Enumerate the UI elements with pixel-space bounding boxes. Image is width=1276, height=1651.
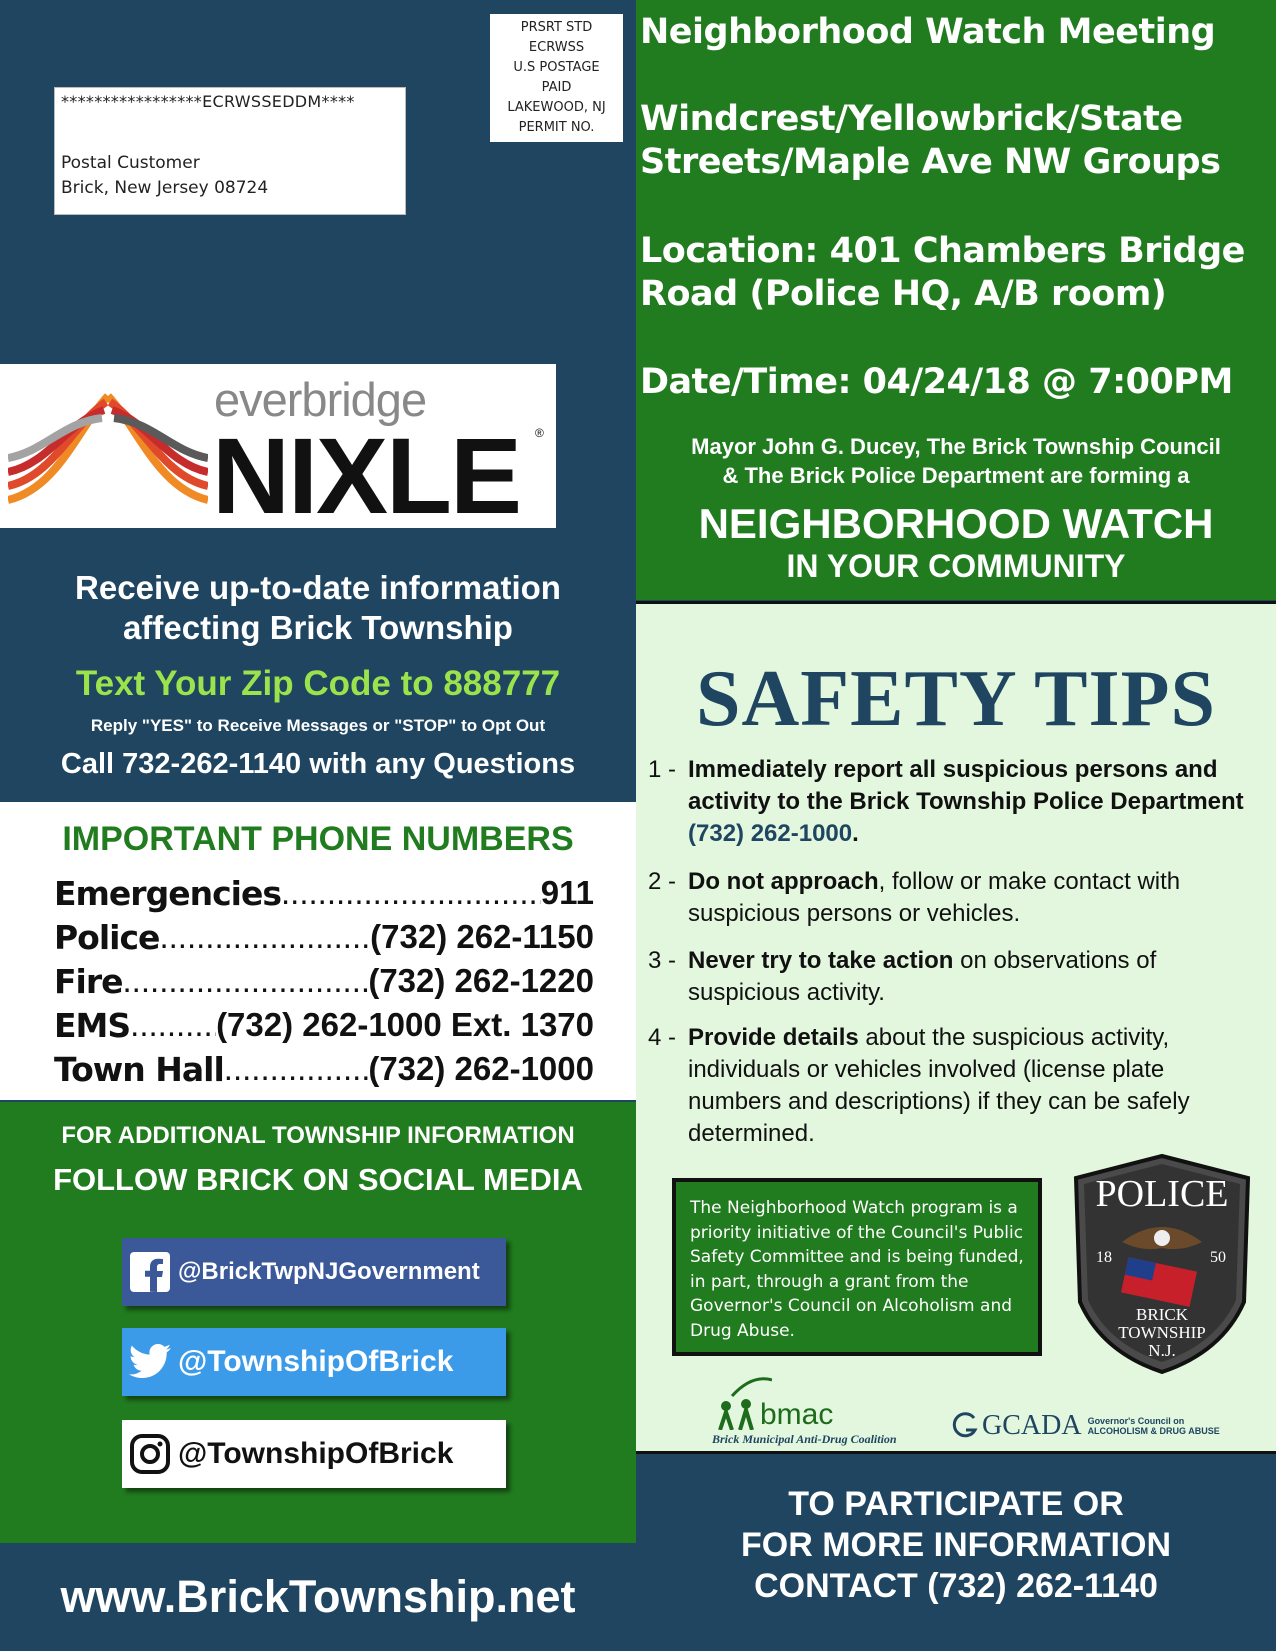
meeting-panel bbox=[636, 0, 1276, 600]
phone-row bbox=[54, 1050, 594, 1089]
instagram-icon bbox=[122, 1433, 178, 1475]
meeting-datetime: Date/Time: 04/24/18 @ 7:00PM bbox=[640, 362, 1233, 402]
tip-bold: Never try to take action bbox=[688, 947, 954, 974]
safety-tips-heading: SAFETY TIPS bbox=[695, 655, 1217, 743]
badge-top-text: POLICE bbox=[1095, 1173, 1229, 1215]
contact-line: FOR MORE INFORMATION bbox=[741, 1526, 1171, 1564]
neighborhood-watch-heading: NEIGHBORHOOD WATCH bbox=[698, 500, 1214, 547]
gcada-swirl-icon bbox=[950, 1412, 978, 1440]
twitter-icon bbox=[122, 1344, 178, 1380]
postage-line: U.S POSTAGE bbox=[513, 60, 600, 75]
reply-instruction: Reply "YES" to Receive Messages or "STOP" to Opt Out bbox=[90, 716, 546, 735]
phone-number: 911 bbox=[540, 874, 594, 911]
meeting-location: Location: 401 Chambers Bridge bbox=[640, 231, 1245, 271]
tip-item bbox=[648, 866, 1258, 930]
call-questions: Call 732-262-1140 with any Questions bbox=[60, 748, 576, 780]
phone-numbers-panel bbox=[0, 802, 636, 1100]
phone-row bbox=[54, 874, 594, 913]
tip-end: . bbox=[852, 820, 859, 847]
facebook-handle: @BrickTwpNJGovernment bbox=[178, 1258, 480, 1285]
meeting-groups: Windcrest/Yellowbrick/State bbox=[640, 99, 1183, 139]
phone-numbers-heading: IMPORTANT PHONE NUMBERS bbox=[62, 820, 574, 858]
nixle-text: NIXLE bbox=[212, 415, 521, 536]
receive-info bbox=[0, 568, 636, 648]
mayor-statement bbox=[636, 432, 1276, 490]
phone-number: (732) 262-1150 bbox=[370, 918, 594, 955]
contact-line: CONTACT (732) 262-1140 bbox=[754, 1567, 1158, 1605]
receive-line: affecting Brick Township bbox=[123, 609, 513, 646]
meeting-title: Neighborhood Watch Meeting bbox=[640, 12, 1216, 52]
community-subheading: IN YOUR COMMUNITY bbox=[786, 548, 1126, 584]
tip-number: 3 - bbox=[648, 947, 677, 974]
phone-number: (732) 262-1000 Ext. 1370 bbox=[216, 1006, 594, 1043]
instagram-button[interactable] bbox=[122, 1420, 506, 1488]
recipient-address: Brick, New Jersey 08724 bbox=[61, 178, 269, 198]
grant-notice: The Neighborhood Watch program is a priority initiative of the Council's Public Safety Committee and is being funded, in part, through a grant from the Governor's Council on Alcoholism and Drug Abuse. bbox=[672, 1178, 1042, 1356]
meeting-location: Road (Police HQ, A/B room) bbox=[640, 274, 1167, 314]
receive-line: Receive up-to-date information bbox=[75, 569, 561, 606]
postage-indicia bbox=[490, 14, 623, 142]
website-link[interactable]: www.BrickTownship.net bbox=[0, 1545, 636, 1651]
mayor-line: & The Brick Police Department are forming a bbox=[722, 463, 1190, 488]
tip-bold: Do not approach bbox=[688, 868, 879, 895]
tip-text: , follow or make contact with suspicious persons or vehicles. bbox=[688, 868, 1181, 927]
tip-number: 4 - bbox=[648, 1024, 677, 1051]
gcada-text: GCADA bbox=[982, 1410, 1082, 1441]
registered-mark: ® bbox=[535, 426, 544, 440]
badge-line1: BRICK bbox=[1136, 1305, 1188, 1324]
gcada-sub-line: ALCOHOLISM & DRUG ABUSE bbox=[1087, 1426, 1220, 1436]
phone-label: Fire bbox=[54, 962, 123, 1001]
phone-label: Town Hall bbox=[54, 1050, 224, 1089]
contact-line: TO PARTICIPATE OR bbox=[788, 1485, 1124, 1523]
badge-year-left: 18 bbox=[1096, 1249, 1112, 1266]
phone-row bbox=[54, 1006, 594, 1045]
postage-line: PAID bbox=[541, 80, 572, 95]
phone-label: EMS bbox=[54, 1006, 131, 1045]
social-media-panel bbox=[0, 1102, 636, 1543]
tip-number: 1 - bbox=[648, 756, 677, 783]
phone-row bbox=[54, 962, 594, 1001]
nixle-arcs-icon bbox=[8, 388, 208, 508]
facebook-button[interactable] bbox=[122, 1238, 506, 1306]
facebook-icon bbox=[122, 1252, 178, 1292]
nixle-logo bbox=[0, 364, 556, 536]
postage-line: PRSRT STD bbox=[520, 20, 593, 35]
badge-year-right: 50 bbox=[1210, 1249, 1226, 1266]
phone-label: Police bbox=[54, 918, 160, 957]
everbridge-text: everbridge bbox=[214, 373, 427, 426]
bmac-text: bmac bbox=[760, 1398, 834, 1431]
gcada-sub-line: Governor's Council on bbox=[1087, 1416, 1185, 1426]
tip-text: on observations of suspicious activity. bbox=[688, 947, 1157, 1006]
bmac-logo bbox=[712, 1370, 912, 1450]
badge-line2: TOWNSHIP bbox=[1118, 1323, 1206, 1342]
gcada-subtitle bbox=[1088, 1416, 1220, 1436]
social-heading: FOLLOW BRICK ON SOCIAL MEDIA bbox=[53, 1162, 583, 1197]
tip-item bbox=[648, 945, 1258, 1009]
tip-item bbox=[648, 1022, 1258, 1150]
mailing-label bbox=[54, 87, 406, 215]
meeting-groups: Streets/Maple Ave NW Groups bbox=[640, 142, 1221, 182]
phone-row bbox=[54, 918, 594, 957]
endorsement-line: *****************ECRWSSEDDM**** bbox=[61, 92, 355, 111]
tip-bold: Immediately report all suspicious persons and activity to the Brick Township Police Department bbox=[688, 756, 1244, 815]
recipient-name: Postal Customer bbox=[61, 153, 200, 173]
social-subheading: FOR ADDITIONAL TOWNSHIP INFORMATION bbox=[61, 1122, 575, 1149]
bmac-subtitle: Brick Municipal Anti-Drug Coalition bbox=[712, 1432, 897, 1446]
tip-text: about the suspicious activity, individuals or vehicles involved (license plate numbers and descriptions) if they can be safely determined. bbox=[688, 1024, 1190, 1147]
postage-line: PERMIT NO. bbox=[518, 120, 595, 135]
postage-line: LAKEWOOD, NJ bbox=[507, 100, 606, 115]
twitter-handle: @TownshipOfBrick bbox=[178, 1345, 454, 1378]
postage-line: ECRWSS bbox=[528, 40, 585, 55]
police-badge-icon bbox=[1072, 1152, 1252, 1376]
text-zip-instruction: Text Your Zip Code to 888777 bbox=[75, 664, 561, 703]
phone-number: (732) 262-1220 bbox=[368, 962, 594, 999]
badge-line3: N.J. bbox=[1148, 1341, 1176, 1360]
phone-number: (732) 262-1000 bbox=[368, 1050, 594, 1087]
contact-panel bbox=[636, 1451, 1276, 1651]
twitter-button[interactable] bbox=[122, 1328, 506, 1396]
gcada-logo bbox=[950, 1408, 1230, 1444]
phone-label: Emergencies bbox=[54, 874, 281, 913]
tip-number: 2 - bbox=[648, 868, 677, 895]
mayor-line: Mayor John G. Ducey, The Brick Township Council bbox=[691, 434, 1221, 459]
instagram-handle: @TownshipOfBrick bbox=[178, 1437, 454, 1470]
tip-bold: Provide details bbox=[688, 1024, 859, 1051]
tip-item bbox=[648, 754, 1258, 850]
tip-phone: (732) 262-1000 bbox=[688, 820, 853, 847]
